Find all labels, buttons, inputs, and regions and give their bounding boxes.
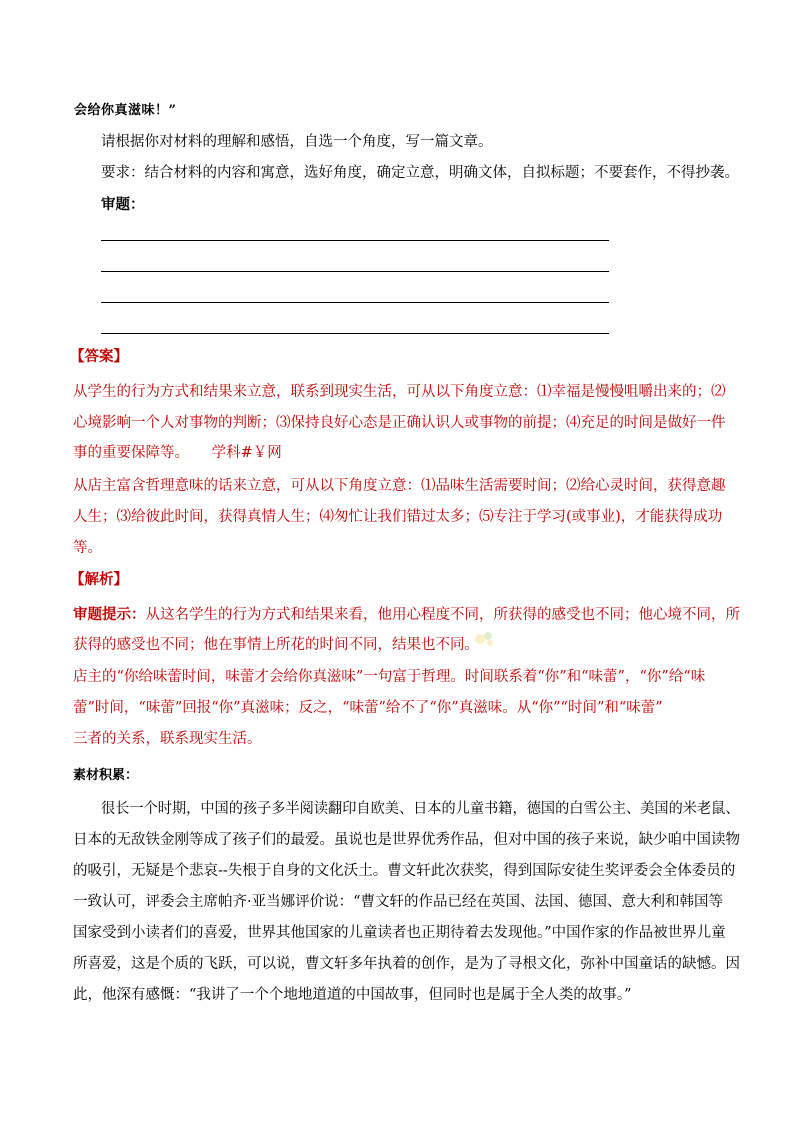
answer-p2-line2: 人生；⑶给彼此时间，获得真情人生；⑷匆忙让我们错过太多；⑸专注于学习(或事业)，才能获得成功 (73, 509, 723, 525)
answer-p1-line2: 心境影响一个人对事物的判断；⑶保持良好心态是正确认识人或事物的前提；⑷充足的时间是做好一件 (73, 415, 726, 431)
analysis-hint-text: 从这名学生的行为方式和结果来看，他用心程度不同，所获得的感受也不同；他心境不同，所 (145, 607, 740, 623)
blank-line-1[interactable] (101, 240, 609, 241)
analysis-hint-line1 (73, 605, 740, 625)
blank-line-2[interactable] (101, 271, 609, 272)
material-line4: 一致认可，评委会主席帕齐·亚当娜评价说：“曹文轩的作品已经在英国、法国、德国、意大利和韩国等 (73, 894, 724, 910)
material-line2: 日本的无敌铁金刚等成了孩子们的最爱。虽说也是世界优秀作品，但对中国的孩子来说，缺少咱中国读物 (73, 832, 740, 848)
answer-p1-line1: 从学生的行为方式和结果来立意，联系到现实生活，可从以下角度立意：⑴幸福是慢慢咀嚼出来的；⑵ (73, 384, 726, 400)
material-line1: 很长一个时期，中国的孩子多半阅读翻印自欧美、日本的儿童书籍，德国的白雪公主、美国的米老鼠、 (101, 801, 740, 817)
analysis-hint-line2: 获得的感受也不同；他在事情上所花的时间不同，结果也不同。 (73, 637, 479, 653)
first-line: 会给你真滋味！” (74, 103, 177, 118)
requirement-text: 要求：结合材料的内容和寓意，选好角度，确定立意，明确文体，自拟标题；不要套作，不得抄袭。 (101, 165, 739, 181)
material-line5: 国家受到小读者们的喜爱，世界其他国家的儿童读者也正期待着去发现他。”中国作家的作品被世界儿童 (73, 925, 726, 941)
analysis-quote-line2: 蕾”时间，“味蕾”回报“你”真滋味；反之，“味蕾”给不了“你”真滋味。从“你”“时间”和“味蕾” (73, 700, 663, 716)
answer-p2-line1: 从店主富含哲理意味的话来立意，可从以下角度立意：⑴品味生活需要时间；⑵给心灵时间，获得意趣 (73, 478, 726, 494)
blank-line-4[interactable] (101, 333, 609, 334)
answer-site-mark: 学科#￥网 (211, 445, 282, 461)
analysis-quote-line3: 三者的关系，联系现实生活。 (73, 731, 262, 747)
material-label: 素材积累： (73, 768, 139, 783)
answer-label: 【答案】 (70, 348, 128, 365)
instruction-text: 请根据你对材料的理解和感悟，自选一个角度，写一篇文章。 (101, 134, 493, 150)
blank-line-3[interactable] (101, 302, 609, 303)
shenti-label: 审题： (101, 196, 145, 213)
answer-p1-line3 (73, 443, 282, 463)
answer-p2-line3: 等。 (73, 540, 102, 556)
flower-watermark-icon (470, 628, 500, 650)
analysis-quote-line1: 店主的“你给味蕾时间，味蕾才会给你真滋味”一句富于哲理。时间联系着“你”和“味蕾”，“你”给“味 (73, 669, 706, 685)
material-line3: 的吸引，无疑是个悲哀--失根于自身的文化沃土。曹文轩此次获奖，得到国际安徒生奖评委会全体委员的 (73, 863, 736, 879)
analysis-label: 【解析】 (70, 571, 128, 588)
material-line7: 此，他深有感慨：“我讲了一个个地地道道的中国故事，但同时也是属于全人类的故事。” (73, 987, 632, 1003)
answer-p1-line3-text: 事的重要保障等。 (73, 445, 189, 461)
analysis-hint-label: 审题提示： (73, 606, 146, 623)
material-line6: 所喜爱，这是个质的飞跃，可以说，曹文轩多年执着的创作，是为了寻根文化，弥补中国童话的缺憾。因 (73, 956, 740, 972)
